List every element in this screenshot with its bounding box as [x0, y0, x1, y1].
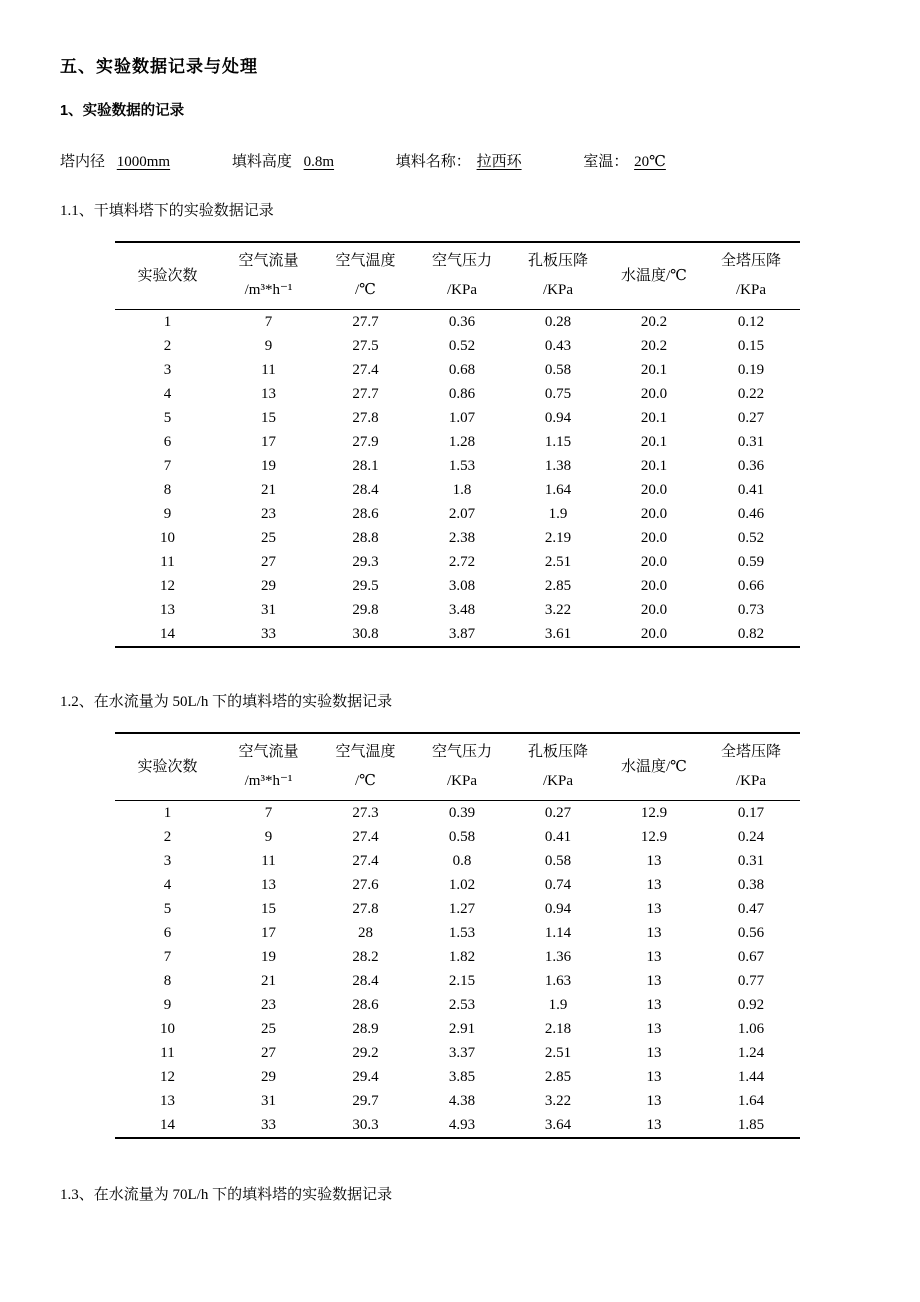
table-cell: 28.2 [352, 949, 379, 965]
table-cell: 15 [261, 901, 276, 917]
param-value: 拉西环 [476, 154, 522, 170]
table-cell: 0.66 [737, 578, 765, 594]
table-cell: 1.82 [448, 949, 476, 965]
col-header-air-temperature [317, 242, 414, 310]
table-cell: 2.85 [544, 1069, 572, 1085]
table-cell: 17 [261, 925, 276, 941]
table-cell: 31 [261, 602, 276, 618]
col-header-unit: /℃ [355, 282, 376, 298]
table-cell: 3 [163, 362, 172, 378]
table-cell: 13 [646, 949, 662, 965]
table-cell: 27.9 [352, 434, 379, 450]
param-label: 塔内径 [60, 154, 106, 170]
table-cell: 13 [646, 973, 662, 989]
table-cell: 27 [261, 554, 276, 570]
table-cell: 0.94 [544, 901, 572, 917]
table-cell: 20.0 [640, 530, 668, 546]
table-cell: 2.15 [448, 973, 476, 989]
param-packing-height [232, 152, 336, 172]
table-cell: 27.8 [352, 901, 379, 917]
table-row [115, 310, 800, 335]
table-cell: 0.46 [737, 506, 765, 522]
table-cell: 33 [261, 1117, 276, 1133]
table-cell: 9 [264, 829, 273, 845]
table-cell: 23 [261, 997, 276, 1013]
col-header-label: 水温度/℃ [621, 268, 687, 284]
param-room-temperature [583, 152, 668, 172]
param-label: 室温： [583, 154, 629, 170]
col-header-label: 孔板压降 [527, 744, 588, 760]
table-cell: 7 [163, 458, 172, 474]
table-cell: 12.9 [640, 805, 668, 821]
col-header-air-flow [220, 242, 317, 310]
table-cell: 0.43 [544, 338, 572, 354]
table-header-row [115, 733, 800, 801]
table-cell: 3.37 [448, 1045, 476, 1061]
table-cell: 0.27 [544, 805, 572, 821]
param-label: 填料高度 [231, 154, 292, 170]
table-body [115, 310, 800, 648]
col-header-air-pressure [414, 242, 510, 310]
table-cell: 3.22 [544, 1093, 572, 1109]
table-cell: 28.9 [352, 1021, 379, 1037]
table-row [115, 873, 800, 897]
table-cell: 0.31 [737, 853, 765, 869]
table-cell: 1.53 [448, 458, 476, 474]
table-cell: 13 [160, 1093, 175, 1109]
table-cell: 20.2 [640, 314, 668, 330]
col-header-label: 空气流量 [238, 744, 299, 760]
table-cell: 28.4 [352, 973, 379, 989]
table-row [115, 1113, 800, 1138]
table-cell: 4.38 [448, 1093, 476, 1109]
table-row [115, 382, 800, 406]
table-cell: 23 [261, 506, 276, 522]
table-cell: 1.44 [737, 1069, 765, 1085]
table-cell: 4 [163, 877, 172, 893]
table-cell: 3.22 [544, 602, 572, 618]
table-cell: 7 [264, 314, 273, 330]
table-cell: 1 [163, 314, 172, 330]
table-cell: 2.72 [448, 554, 476, 570]
table-row [115, 430, 800, 454]
table-cell: 21 [261, 482, 276, 498]
table-cell: 3.87 [448, 626, 476, 642]
table-cell: 13 [160, 602, 175, 618]
table-cell: 11 [261, 853, 276, 869]
table-cell: 13 [646, 1021, 662, 1037]
table-cell: 0.36 [448, 314, 476, 330]
experiment-table-water-50lh [115, 732, 800, 1139]
table-cell: 3.48 [448, 602, 476, 618]
table-cell: 27.3 [352, 805, 379, 821]
table-cell: 0.19 [737, 362, 765, 378]
table-cell: 11 [261, 362, 276, 378]
table-cell: 1.36 [544, 949, 572, 965]
table-cell: 2.18 [544, 1021, 572, 1037]
table-cell: 28.6 [352, 997, 379, 1013]
table-cell: 0.52 [737, 530, 765, 546]
col-header-unit: /KPa [447, 773, 477, 789]
section-1-heading: 1、实验数据的记录 [60, 103, 185, 119]
table-row [115, 454, 800, 478]
table-cell: 1.53 [448, 925, 476, 941]
table-row [115, 801, 800, 826]
parameters-line [60, 152, 860, 172]
table-cell: 1.85 [737, 1117, 765, 1133]
col-header-unit: /KPa [736, 282, 766, 298]
table-cell: 5 [163, 901, 172, 917]
table-cell: 13 [261, 386, 276, 402]
col-header-total-tower-pressure-drop [702, 242, 800, 310]
col-header-water-temperature [606, 242, 702, 310]
table-cell: 0.22 [737, 386, 765, 402]
table-cell: 2.38 [448, 530, 476, 546]
table-cell: 0.31 [737, 434, 765, 450]
table-cell: 0.77 [737, 973, 765, 989]
table-row [115, 897, 800, 921]
table-cell: 0.56 [737, 925, 765, 941]
table-cell: 2.19 [544, 530, 572, 546]
table-cell: 20.0 [640, 626, 668, 642]
table-cell: 25 [261, 1021, 276, 1037]
table-cell: 0.38 [737, 877, 765, 893]
table-cell: 0.39 [448, 805, 476, 821]
table-cell: 2.91 [448, 1021, 476, 1037]
table-header-row [115, 242, 800, 310]
table-cell: 27 [261, 1045, 276, 1061]
table-cell: 28.4 [352, 482, 379, 498]
table-cell: 30.3 [352, 1117, 379, 1133]
table-cell: 20.0 [640, 506, 668, 522]
table-cell: 29.3 [352, 554, 379, 570]
table-cell: 1.64 [544, 482, 572, 498]
col-header-label: 空气温度 [335, 744, 396, 760]
table-cell: 2.07 [448, 506, 476, 522]
col-header-label: 孔板压降 [527, 253, 588, 269]
table-cell: 27.4 [352, 853, 379, 869]
col-header-air-pressure [414, 733, 510, 801]
table-row [115, 574, 800, 598]
table-cell: 0.58 [448, 829, 476, 845]
table-cell: 13 [646, 901, 662, 917]
table-cell: 29.5 [352, 578, 379, 594]
col-header-unit: /KPa [543, 282, 573, 298]
table-cell: 1.38 [544, 458, 572, 474]
table-cell: 0.92 [737, 997, 765, 1013]
table-body [115, 801, 800, 1139]
col-header-total-tower-pressure-drop [702, 733, 800, 801]
table-row [115, 526, 800, 550]
table-cell: 29.4 [352, 1069, 379, 1085]
table-cell: 13 [646, 1117, 662, 1133]
table-cell: 6 [163, 434, 172, 450]
table-cell: 31 [261, 1093, 276, 1109]
table-cell: 13 [646, 1093, 662, 1109]
table-row [115, 334, 800, 358]
table-cell: 14 [160, 626, 175, 642]
table-cell: 9 [264, 338, 273, 354]
table-cell: 33 [261, 626, 276, 642]
param-tower-diameter [60, 152, 172, 172]
table-cell: 20.0 [640, 386, 668, 402]
table-cell: 20.1 [640, 362, 668, 378]
table-row [115, 969, 800, 993]
table-cell: 1.07 [448, 410, 476, 426]
table-cell: 19 [261, 458, 276, 474]
section-1-3-label: 1.3、在水流量为 70L/h 下的填料塔的实验数据记录 [60, 1187, 393, 1203]
col-header-label: 空气流量 [238, 253, 299, 269]
col-header-unit: /m³*h⁻¹ [244, 282, 293, 298]
table-cell: 29.7 [352, 1093, 379, 1109]
table-row [115, 358, 800, 382]
table-cell: 3.61 [544, 626, 572, 642]
table-row [115, 849, 800, 873]
table-cell: 0.36 [737, 458, 765, 474]
col-header-unit: /℃ [355, 773, 376, 789]
param-label: 填料名称： [395, 154, 471, 170]
table-cell: 10 [160, 1021, 175, 1037]
table-cell: 20.0 [640, 578, 668, 594]
section-1-2-label: 1.2、在水流量为 50L/h 下的填料塔的实验数据记录 [60, 694, 393, 710]
table-cell: 4 [163, 386, 172, 402]
col-header-label: 空气压力 [431, 744, 492, 760]
table-cell: 14 [160, 1117, 175, 1133]
table-row [115, 502, 800, 526]
page-title: 五、实验数据记录与处理 [60, 57, 258, 76]
col-header-run-count [115, 242, 220, 310]
table-cell: 28.1 [352, 458, 379, 474]
table-cell: 13 [646, 877, 662, 893]
table-cell: 13 [646, 997, 662, 1013]
param-value: 0.8m [303, 154, 335, 170]
table-cell: 2.53 [448, 997, 476, 1013]
table-cell: 27.7 [352, 386, 379, 402]
table-cell: 27.8 [352, 410, 379, 426]
col-header-label: 实验次数 [137, 268, 198, 284]
table-cell: 20.1 [640, 410, 668, 426]
table-cell: 27.4 [352, 829, 379, 845]
table-cell: 2.85 [544, 578, 572, 594]
table-cell: 29 [261, 1069, 276, 1085]
table-cell: 4.93 [448, 1117, 476, 1133]
table-cell: 9 [163, 997, 172, 1013]
table-row [115, 993, 800, 1017]
table-row [115, 622, 800, 647]
col-header-water-temperature [606, 733, 702, 801]
table-row [115, 825, 800, 849]
table-cell: 7 [163, 949, 172, 965]
table-cell: 29 [261, 578, 276, 594]
table-cell: 0.27 [737, 410, 765, 426]
table-cell: 29.2 [352, 1045, 379, 1061]
table-cell: 27.4 [352, 362, 379, 378]
table-cell: 0.82 [737, 626, 765, 642]
table-cell: 2 [163, 338, 172, 354]
table-cell: 0.47 [737, 901, 765, 917]
table-cell: 20.0 [640, 554, 668, 570]
table-cell: 0.28 [544, 314, 572, 330]
table-cell: 27.5 [352, 338, 379, 354]
table-cell: 0.67 [737, 949, 765, 965]
col-header-unit: /KPa [736, 773, 766, 789]
table-cell: 3 [163, 853, 172, 869]
table-cell: 7 [264, 805, 273, 821]
table-cell: 11 [160, 1045, 175, 1061]
table-cell: 1.06 [737, 1021, 765, 1037]
table-cell: 2 [163, 829, 172, 845]
table-cell: 12 [160, 1069, 175, 1085]
col-header-label: 实验次数 [137, 759, 198, 775]
col-header-unit: /KPa [447, 282, 477, 298]
param-value: 1000mm [116, 154, 171, 170]
col-header-label: 空气温度 [335, 253, 396, 269]
table-cell: 1.64 [737, 1093, 765, 1109]
table-row [115, 550, 800, 574]
col-header-unit: /m³*h⁻¹ [244, 773, 293, 789]
table-cell: 15 [261, 410, 276, 426]
table-cell: 13 [646, 1069, 662, 1085]
col-header-label: 全塔压降 [720, 744, 781, 760]
table-cell: 19 [261, 949, 276, 965]
table-cell: 27.6 [352, 877, 379, 893]
col-header-orifice-pressure-drop [510, 242, 606, 310]
table-cell: 20.2 [640, 338, 668, 354]
table-cell: 0.86 [448, 386, 476, 402]
col-header-air-flow [220, 733, 317, 801]
table-cell: 12 [160, 578, 175, 594]
table-row [115, 478, 800, 502]
table-cell: 13 [646, 853, 662, 869]
table-cell: 0.58 [544, 362, 572, 378]
table-cell: 8 [163, 973, 172, 989]
param-packing-name [396, 152, 524, 172]
table-cell: 25 [261, 530, 276, 546]
table-cell: 0.17 [737, 805, 765, 821]
table-cell: 10 [160, 530, 175, 546]
col-header-label: 空气压力 [431, 253, 492, 269]
col-header-label: 全塔压降 [720, 253, 781, 269]
table-cell: 1.02 [448, 877, 476, 893]
table-cell: 28.8 [352, 530, 379, 546]
table-cell: 0.58 [544, 853, 572, 869]
table-row [115, 1041, 800, 1065]
table-cell: 29.8 [352, 602, 379, 618]
table-row [115, 1089, 800, 1113]
table-cell: 0.52 [448, 338, 476, 354]
table-cell: 13 [646, 1045, 662, 1061]
col-header-run-count [115, 733, 220, 801]
table-cell: 1.63 [544, 973, 572, 989]
table-cell: 0.68 [448, 362, 476, 378]
table-cell: 0.59 [737, 554, 765, 570]
table-cell: 0.73 [737, 602, 765, 618]
table-cell: 20.1 [640, 434, 668, 450]
table-cell: 13 [646, 925, 662, 941]
table-cell: 3.08 [448, 578, 476, 594]
table-cell: 21 [261, 973, 276, 989]
table-cell: 9 [163, 506, 172, 522]
table-cell: 0.94 [544, 410, 572, 426]
table-cell: 20.0 [640, 482, 668, 498]
table-cell: 5 [163, 410, 172, 426]
table-cell: 0.8 [452, 853, 472, 869]
table-cell: 1.14 [544, 925, 572, 941]
col-header-orifice-pressure-drop [510, 733, 606, 801]
table-cell: 1.27 [448, 901, 476, 917]
col-header-unit: /KPa [543, 773, 573, 789]
table-cell: 0.41 [737, 482, 765, 498]
table-cell: 20.1 [640, 458, 668, 474]
table-cell: 3.85 [448, 1069, 476, 1085]
table-cell: 1.24 [737, 1045, 765, 1061]
table-row [115, 1065, 800, 1089]
table-cell: 13 [261, 877, 276, 893]
table-cell: 30.8 [352, 626, 379, 642]
col-header-air-temperature [317, 733, 414, 801]
table-cell: 1.8 [452, 482, 472, 498]
table-cell: 1.9 [548, 997, 568, 1013]
table-cell: 20.0 [640, 602, 668, 618]
table-cell: 17 [261, 434, 276, 450]
table-cell: 0.12 [737, 314, 765, 330]
table-row [115, 1017, 800, 1041]
table-cell: 27.7 [352, 314, 379, 330]
table-row [115, 921, 800, 945]
col-header-label: 水温度/℃ [621, 759, 687, 775]
table-cell: 28 [358, 925, 373, 941]
table-cell: 3.64 [544, 1117, 572, 1133]
table-cell: 2.51 [544, 554, 572, 570]
table-cell: 11 [160, 554, 175, 570]
table-cell: 8 [163, 482, 172, 498]
table-cell: 1.15 [544, 434, 572, 450]
table-cell: 0.75 [544, 386, 572, 402]
table-cell: 12.9 [640, 829, 668, 845]
table-row [115, 598, 800, 622]
table-cell: 0.15 [737, 338, 765, 354]
table-row [115, 406, 800, 430]
table-cell: 28.6 [352, 506, 379, 522]
table-cell: 1.9 [548, 506, 568, 522]
table-cell: 1.28 [448, 434, 476, 450]
table-cell: 6 [163, 925, 172, 941]
table-cell: 2.51 [544, 1045, 572, 1061]
param-value: 20℃ [634, 154, 666, 170]
table-row [115, 945, 800, 969]
table-cell: 0.24 [737, 829, 765, 845]
table-cell: 0.74 [544, 877, 572, 893]
table-cell: 1 [163, 805, 172, 821]
experiment-table-dry-packing [115, 241, 800, 648]
table-cell: 0.41 [544, 829, 572, 845]
section-1-1-label: 1.1、干填料塔下的实验数据记录 [60, 203, 274, 219]
